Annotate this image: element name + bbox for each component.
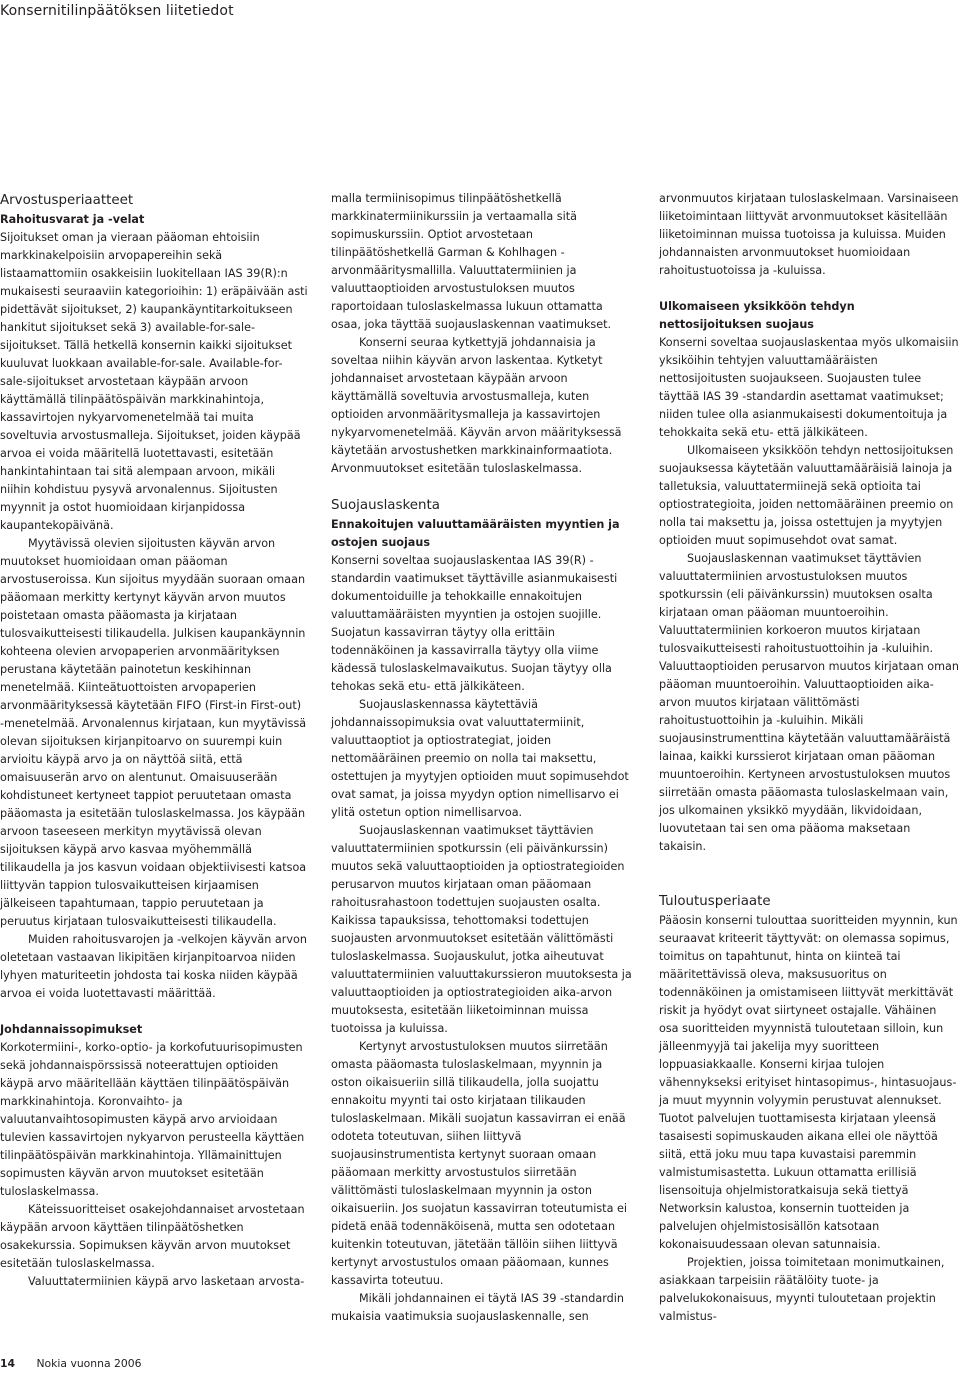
paragraph: arvonmuutos kirjataan tuloslaskelmaan. Varsinaiseen liiketoimintaan liittyvät arvonmuutokset käsitellään liiketoiminnan muissa tuotoissa ja kuluissa. Muiden johdannaisten arvonmuutokset huomioidaan rahoitustuotoissa ja -kuluissa. — [659, 192, 959, 277]
paragraph: Myytävissä olevien sijoitusten käyvän arvon muutokset huomioidaan oman pääoman arvostuseroissa. Kun sijoitus myydään suoraan omaan pääomaan merkitty kertynyt käyvän arvon muutos poistetaan omasta pääomasta ja kirjataan tulosvaikutteisesti tilikaudella. Julkisen kaupankäynnin kohteena olevien arvopaperien arvonmäärityksen perustana käytetään painotetun keskihinnan menetelmää. Kiinteätuottoisten arvopaperien arvonmäärityksessä käytetään FIFO (First-in First-out) -menetelmää. Arvonalennus kirjataan, kun myytävissä olevan sijoituksen kirjanpitoarvo on suurempi kuin arvioitu käypä arvo ja on näyttöä siitä, että omaisuuserän arvo on alentunut. Omaisuuserään kohdistuneet kertyneet tappiot peruutetaan omasta pääomasta ja esitetään tuloslaskelmassa. Jos käypään arvoon taseeseen merkityn myytävissä olevan sijoituksen käypä arvo kasvaa myöhemmällä tilikaudella ja jos kasvun voidaan objektiivisesti katsoa liittyvän tappion tulosvaikutteisen kirjaamisen jälkeiseen tapahtumaan, tappio peruutetaan ja peruutus kirjataan tulosvaikutteisesti tilikaudella. — [0, 537, 307, 928]
spacer — [659, 280, 959, 298]
paragraph: Kertynyt arvostustuloksen muutos siirretään omasta pääomasta tuloslaskelmaan, myynnin ja oston oikaisueriin sillä tilikaudella, jolla suojattu ennakoitu myynti tai osto kirjataan tilikauden tuloslaskelmaan. Mikäli suojatun kassavirran ei enää odoteta toteutuvan, siihen liittyvä suojausinstrumentista kertynyt suoraan omaan pääomaan merkitty arvostustulos siirretään välittömästi tuloslaskelmaan myynnin ja oston oikaisueriin. Jos suojatun kassavirran toteutumista ei pidetä enää todennäköisenä, mutta sen odotetaan kuitenkin toteutuvan, jätetään tällöin siihen liittyvä kertynyt arvostustulos omaan pääomaan, kunnes kassavirta toteutuu. — [331, 1040, 627, 1287]
paragraph: malla termiinisopimus tilinpäätöshetkellä markkinatermiinikurssiin ja vertaamalla sitä sopimuskurssiin. Optiot arvostetaan tilinpäätöshetkellä Garman & Kohlhagen -arvonmääritysmallilla. Valuuttatermiinien ja valuuttaoptioiden arvostustuloksen muutos raportoidaan tuloslaskelmassa lukuun ottamatta osaa, joka täyttää suojauslaskennan vaatimukset. — [331, 192, 612, 331]
paragraph: Mikäli johdannainen ei täytä IAS 39 -standardin mukaisia vaatimuksia suojauslaskennalle, sen — [331, 1292, 624, 1323]
column-1 — [0, 191, 308, 1291]
page-title: Konsernitilinpäätöksen liitetiedot — [0, 3, 234, 19]
paragraph: Suojauslaskennan vaatimukset täyttävien valuuttatermiinien spotkurssin (eli päivänkurssin) muutos sekä valuuttaoptioiden ja optiostrategioiden perusarvon muutos kirjataan oman pääomaan rahoitusrahastoon todettujen suojausten osalta. Kaikissa tapauksissa, tehottomaksi todettujen suojausten arvonmuutokset esitetään välittömästi tuloslaskelmassa. Suojauskulut, jotka aiheutuvat valuuttatermiinien valuuttakurssieron muutoksesta ja valuuttaoptioiden ja optiostrategioiden aika-arvon muutoksesta, esitetään liiketoiminnan muissa tuotoissa ja kuluissa. — [331, 824, 632, 1035]
subheading-ulkomaiseen: Ulkomaiseen yksikköön tehdyn nettosijoituksen suojaus — [659, 300, 855, 331]
paragraph: Käteissuoritteiset osakejohdannaiset arvostetaan käypään arvoon käyttäen tilinpäätöshetken osakekurssia. Sopimuksen käyvän arvon muutokset esitetään tuloslaskelmassa. — [0, 1203, 305, 1270]
column-3 — [659, 190, 959, 1326]
spacer — [331, 478, 633, 496]
subheading-ennakoitujen: Ennakoitujen valuuttamääräisten myyntien ja ostojen suojaus — [331, 518, 620, 549]
paragraph: Projektien, joissa toimitetaan monimutkainen, asiakkaan tarpeisiin räätälöity tuote- ja palvelukokonaisuus, myynti tuloutetaan projektin valmistus- — [659, 1256, 945, 1323]
subheading-johdannaissopimukset: Johdannaissopimukset — [0, 1023, 143, 1036]
spacer — [659, 856, 959, 892]
paragraph: Sijoitukset oman ja vieraan pääoman ehtoisiin markkinakelpoisiin arvopapereihin sekä listaamattomiin osakkeisiin luokitellaan IAS 39(R):n mukaisesti seuraaviin kategorioihin: 1) eräpäivään asti pidettävät sijoitukset, 2) kaupankäyntitarkoitukseen hankitut sijoitukset sekä 3) available-for-sale-sijoitukset. Tällä hetkellä konsernin kaikki sijoitukset kuuluvat luokkaan available-for-sale. Available-for-sale-sijoitukset arvostetaan käypään arvoon käyttämällä tilinpäätöspäivän markkinahintoja, kassavirtojen nykyarvomenetelmää tai muita soveltuvia arvostusmalleja. Sijoitukset, joiden käypää arvoa ei voida määritellä luotettavasti, esitetään hankintahintaan tai sitä alempaan arvoon, mikäli niihin kohdistuu pysyvä arvonalennus. Sijoitusten myynnit ja ostot huomioidaan kirjanpidossa kaupantekopäivänä. — [0, 231, 308, 532]
paragraph: Korkotermiini-, korko-optio- ja korkofutuurisopimusten sekä johdannaispörssissä noteerattujen optioiden käypä arvo määritellään käyttäen tilinpäätöspäivän markkinahintoja. Koronvaihto- ja valuutanvaihtosopimusten käypä arvo arvioidaan tulevien kassavirtojen nykyarvon perusteella käyttäen tilinpäätöspäivän markkinahintoja. Yllämainittujen sopimusten käyvän arvon muutokset esitetään tuloslaskelmassa. — [0, 1041, 305, 1198]
paragraph: Konserni soveltaa suojauslaskentaa IAS 39(R) -standardin vaatimukset täyttäville asianmukaisesti dokumentoiduille ja tehokkaille ennakoitujen valuuttamääräisten myyntien ja ostojen suojille. Suojatun kassavirran täytyy olla erittäin todennäköinen ja kassavirralla täytyy olla viime kädessä tuloslaskelmavaikutus. Suojan täytyy olla tehokas sekä etu- että jälkikäteen. — [331, 554, 618, 693]
paragraph: Konserni soveltaa suojauslaskentaa myös ulkomaisiin yksiköihin tehtyjen valuuttamääräisten nettosijoitusten suojaukseen. Suojausten tulee täyttää IAS 39 -standardin asettamat vaatimukset; niiden tulee olla asianmukaisesti dokumentoituja ja tehokkaita sekä etu- että jälkikäteen. — [659, 336, 959, 439]
paragraph: Konserni seuraa kytkettyjä johdannaisia ja soveltaa niihin käyvän arvon laskentaa. Kytketyt johdannaiset arvostetaan käypään arvoon käyttämällä soveltuvia arvostusmalleja, kuten optioiden arvonmääritysmalleja ja kassavirtojen nykyarvomenetelmää. Käyvän arvon määrityksessä käytetään arvostushetken markkinainformaatiota. Arvonmuutokset esitetään tuloslaskelmassa. — [331, 336, 622, 475]
subheading-rahoitusvarat: Rahoitusvarat ja -velat — [0, 213, 145, 226]
page-footer — [0, 1356, 142, 1372]
spacer — [0, 1003, 308, 1021]
paragraph: Suojauslaskennassa käytettäviä johdannaissopimuksia ovat valuuttatermiinit, valuuttaoptiot ja optiostrategiat, joiden nettomääräinen preemio on nolla tai maksettu, ostettujen ja myytyjen optioiden muut sopimusehdot ovat samat, ja joissa myydyn option nimellisarvo ei ylitä ostetun option nimellisarvoa. — [331, 698, 629, 819]
section-heading-suojauslaskenta: Suojauslaskenta — [331, 498, 440, 513]
paragraph: Suojauslaskennan vaatimukset täyttävien valuuttatermiinien arvostustuloksen muutos spotkurssin (eli päivänkurssin) muutoksen osalta kirjataan oman pääoman muuntoeroihin. Valuuttatermiinien korkoeron muutos kirjataan tulosvaikutteisesti rahoitustuottoihin ja -kuluihin. Valuuttaoptioiden perusarvon muutos kirjataan oman pääoman muuntoeroihin. Valuuttaoptioiden aika-arvon muutos kirjataan välittömästi rahoitustuottoihin ja -kuluihin. Mikäli suojausinstrumenttina käytetään valuuttamääräistä lainaa, kaikki kurssierot kirjataan oman pääoman muuntoeroihin. Kertyneen arvostustuloksen muutos siirretään omasta pääomasta tuloslaskelmaan vain, jos ulkomainen yksikkö myydään, likvidoidaan, luovutetaan tai sen oma pääoma maksetaan takaisin. — [659, 552, 959, 853]
section-heading-arvostusperiaatteet: Arvostusperiaatteet — [0, 193, 134, 208]
publication-name: Nokia vuonna 2006 — [36, 1357, 142, 1370]
paragraph: Ulkomaiseen yksikköön tehdyn nettosijoituksen suojauksessa käytetään valuuttamääräisiä lainoja ja talletuksia, valuuttatermiinejä sekä optioita tai optiostrategioita, joiden nettomääräinen preemio on nolla tai maksettu ja, joissa ostettujen ja myytyjen optioiden muut sopimusehdot ovat samat. — [659, 444, 954, 547]
paragraph: Muiden rahoitusvarojen ja -velkojen käyvän arvon oletetaan vastaavan likipitäen kirjanpitoarvoa niiden lyhyen maturiteetin johdosta tai koska niiden käypää arvoa ei voida luotettavasti määrittää. — [0, 933, 307, 1000]
page-number: 14 — [0, 1357, 16, 1370]
section-heading-tuloutusperiaate: Tuloutusperiaate — [659, 894, 771, 909]
paragraph: Valuuttatermiinien käypä arvo lasketaan arvosta- — [28, 1275, 305, 1288]
column-2 — [331, 190, 633, 1326]
paragraph: Pääosin konserni tulouttaa suoritteiden myynnin, kun seuraavat kriteerit täyttyvät: on olemassa sopimus, toimitus on tapahtunut, hinta on kiinteä tai määritettävissä oleva, maksusuoritus on todennäköinen ja omistamiseen liittyvät merkittävät riskit ja hyödyt ovat siirtyneet ostajalle. Vähäinen osa suoritteiden myynnistä tuloutetaan silloin, kun jälleenmyyjä tai jakelija myy suoritteen loppuasiakkaalle. Konserni kirjaa tulojen vähennykseksi erityiset hintasopimus-, hintasuojaus- ja muut myynnin volyymin perustuvat alennukset. Tuotot palvelujen tuottamisesta kirjataan yleensä tasaisesti sopimuskauden aikana ellei ole näyttöä siitä, että joku muu tapa kuvastaisi paremmin valmistumisastetta. Lukuun ottamatta erillisiä lisensoituja ohjelmistoratkaisuja sekä tiettyä Networksin kalustoa, konsernin tuotteiden ja palvelujen ohjelmistosisällön katsotaan kokonaisuudessaan olevan satunnaisia. — [659, 914, 958, 1251]
